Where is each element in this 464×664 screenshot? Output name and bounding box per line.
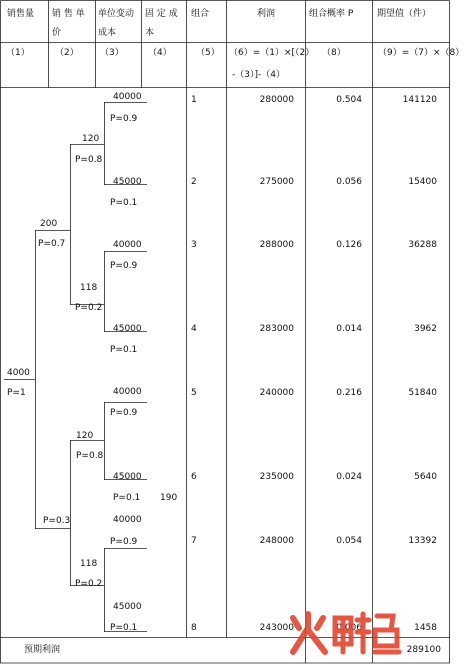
- price-node: 118: [80, 559, 98, 569]
- cost-prob: P=0.1: [110, 345, 138, 355]
- header-price: 销 售 单: [52, 9, 85, 19]
- cost-prob: P=0.1: [110, 623, 138, 633]
- cost-node: 40000: [113, 240, 142, 250]
- index-1: （1）: [6, 48, 30, 58]
- price-prob: P=0.8: [75, 155, 103, 165]
- prob-cell: 0.216: [336, 388, 362, 398]
- price-node: 120: [76, 431, 94, 441]
- prob-cell: 0.006: [336, 623, 362, 633]
- branch-prob: P=0.3: [43, 516, 71, 526]
- cost-node: 45000: [113, 324, 142, 334]
- footer-label: 预期利润: [24, 645, 61, 655]
- expected-cell: 3962: [414, 324, 437, 334]
- combo-cell: 5: [191, 388, 197, 398]
- index-4: （4）: [148, 48, 172, 58]
- index-6: （6）=（1）×[（2）: [229, 48, 315, 58]
- prob-cell: 0.056: [336, 177, 362, 187]
- header-profit: 利润: [256, 9, 275, 19]
- fixed-cost-value: 190: [160, 493, 178, 503]
- price-prob: P=0.2: [75, 579, 103, 589]
- prob-cell: 0.504: [336, 95, 362, 105]
- profit-cell: 248000: [259, 536, 294, 546]
- cost-node: 40000: [113, 387, 142, 397]
- price-node: 118: [80, 283, 98, 293]
- header-expected: 期望值（件）: [377, 9, 432, 19]
- root-sales: 4000: [7, 368, 30, 378]
- expected-cell: 5640: [414, 472, 437, 482]
- cost-prob: P=0.9: [110, 261, 138, 271]
- combo-cell: 2: [191, 177, 197, 187]
- index-3: （3）: [100, 48, 124, 58]
- header-sales: 销售量: [7, 9, 35, 19]
- header-fixedcost-cont: 本: [145, 28, 155, 38]
- index-2: （2）: [55, 48, 79, 58]
- index-9: （9）=（7）×（8）: [378, 48, 464, 58]
- header-varcost: 单位变动: [98, 9, 135, 19]
- combo-cell: 4: [191, 324, 197, 334]
- branch-prob: P=0.7: [38, 239, 66, 249]
- footer-value: 289100: [406, 645, 441, 655]
- index-5: （5）: [196, 48, 220, 58]
- header-fixedcost: 固 定 成: [145, 9, 178, 19]
- expected-cell: 15400: [408, 177, 437, 187]
- profit-cell: 275000: [259, 177, 294, 187]
- root-prob: P=1: [7, 388, 26, 398]
- combo-cell: 6: [191, 472, 197, 482]
- cost-node: 45000: [113, 177, 142, 187]
- cost-node: 40000: [113, 515, 142, 525]
- prob-cell: 0.126: [336, 240, 362, 250]
- expected-cell: 1458: [414, 623, 437, 633]
- price-node: 120: [82, 134, 100, 144]
- expected-cell: 36288: [408, 240, 437, 250]
- index-6-cont: -（3）]-（4）: [232, 70, 285, 80]
- combo-cell: 3: [191, 240, 197, 250]
- price-prob: P=0.2: [75, 303, 103, 313]
- header-price-cont: 价: [52, 28, 62, 38]
- header-varcost-cont: 成本: [98, 28, 117, 38]
- profit-cell: 240000: [259, 388, 294, 398]
- profit-cell: 283000: [259, 324, 294, 334]
- combo-cell: 1: [191, 95, 197, 105]
- header-combo: 组合: [191, 9, 210, 19]
- cost-prob: P=0.1: [113, 493, 141, 503]
- prob-cell: 0.014: [336, 324, 362, 334]
- profit-cell: 288000: [259, 240, 294, 250]
- profit-cell: 235000: [259, 472, 294, 482]
- cost-prob: P=0.9: [110, 114, 138, 124]
- cost-node: 45000: [113, 472, 142, 482]
- cost-prob: P=0.9: [110, 537, 138, 547]
- branch-sales: 200: [40, 219, 58, 229]
- expected-cell: 13392: [408, 536, 437, 546]
- prob-cell: 0.024: [336, 472, 362, 482]
- expected-cell: 141120: [402, 95, 437, 105]
- profit-cell: 243000: [259, 623, 294, 633]
- expected-cell: 51840: [408, 388, 437, 398]
- watermark-logo: [285, 606, 405, 658]
- prob-cell: 0.054: [336, 536, 362, 546]
- cost-prob: P=0.9: [110, 408, 138, 418]
- header-prob: 组合概率 P: [309, 9, 354, 19]
- combo-cell: 8: [191, 623, 197, 633]
- cost-node: 40000: [113, 92, 142, 102]
- profit-cell: 280000: [259, 95, 294, 105]
- cost-node: 45000: [113, 602, 142, 612]
- combo-cell: 7: [191, 536, 197, 546]
- cost-prob: P=0.1: [110, 198, 138, 208]
- price-prob: P=0.8: [76, 451, 104, 461]
- index-8: （8）: [322, 48, 346, 58]
